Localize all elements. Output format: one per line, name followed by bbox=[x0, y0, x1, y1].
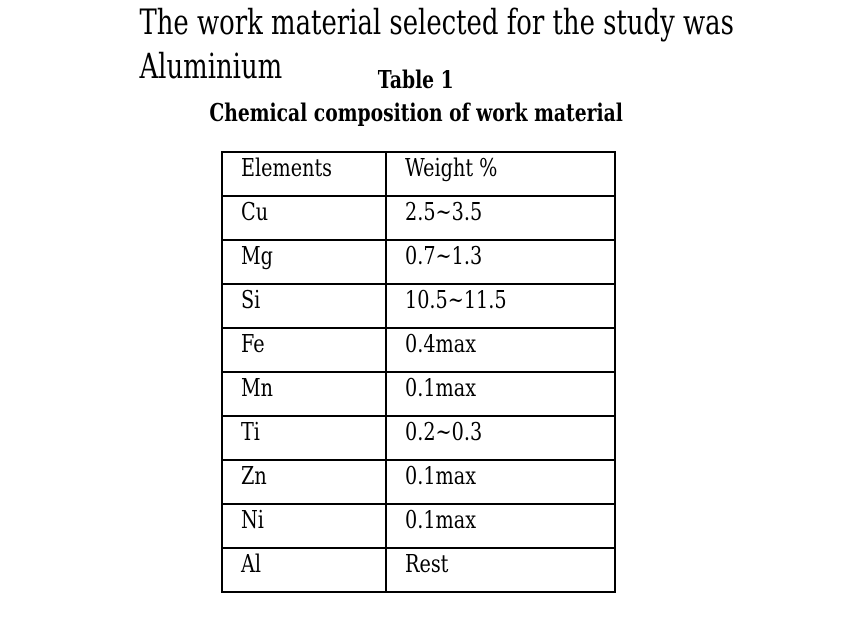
element-cell: Fe bbox=[222, 328, 386, 372]
table-row bbox=[222, 548, 615, 592]
weight-cell: 0.1max bbox=[386, 372, 615, 416]
weight-cell: 0.4max bbox=[386, 328, 615, 372]
table-row bbox=[222, 240, 615, 284]
table-row bbox=[222, 504, 615, 548]
element-cell: Zn bbox=[222, 460, 386, 504]
table-title-text: Chemical composition of work material bbox=[209, 98, 623, 127]
element-cell: Cu bbox=[222, 196, 386, 240]
element-cell: Si bbox=[222, 284, 386, 328]
table-row bbox=[222, 416, 615, 460]
weight-cell: 0.2~0.3 bbox=[386, 416, 615, 460]
intro-text: The work material selected for the study was Aluminium bbox=[139, 3, 734, 87]
element-cell: Mn bbox=[222, 372, 386, 416]
table-header-row bbox=[222, 152, 615, 196]
table-row bbox=[222, 460, 615, 504]
table-row bbox=[222, 328, 615, 372]
weight-cell: 0.1max bbox=[386, 460, 615, 504]
table-label bbox=[0, 64, 842, 96]
weight-cell: 10.5~11.5 bbox=[386, 284, 615, 328]
element-cell: Al bbox=[222, 548, 386, 592]
weight-cell: 0.1max bbox=[386, 504, 615, 548]
header-cell-weight: Weight % bbox=[386, 152, 615, 196]
table-title bbox=[0, 97, 842, 129]
table-row bbox=[222, 372, 615, 416]
element-cell: Ni bbox=[222, 504, 386, 548]
weight-cell: Rest bbox=[386, 548, 615, 592]
composition-table bbox=[221, 151, 616, 593]
element-cell: Ti bbox=[222, 416, 386, 460]
weight-cell: 2.5~3.5 bbox=[386, 196, 615, 240]
table-row bbox=[222, 196, 615, 240]
weight-cell: 0.7~1.3 bbox=[386, 240, 615, 284]
header-cell-elements: Elements bbox=[222, 152, 386, 196]
table-row bbox=[222, 284, 615, 328]
element-cell: Mg bbox=[222, 240, 386, 284]
table-label-text: Table 1 bbox=[378, 65, 454, 94]
